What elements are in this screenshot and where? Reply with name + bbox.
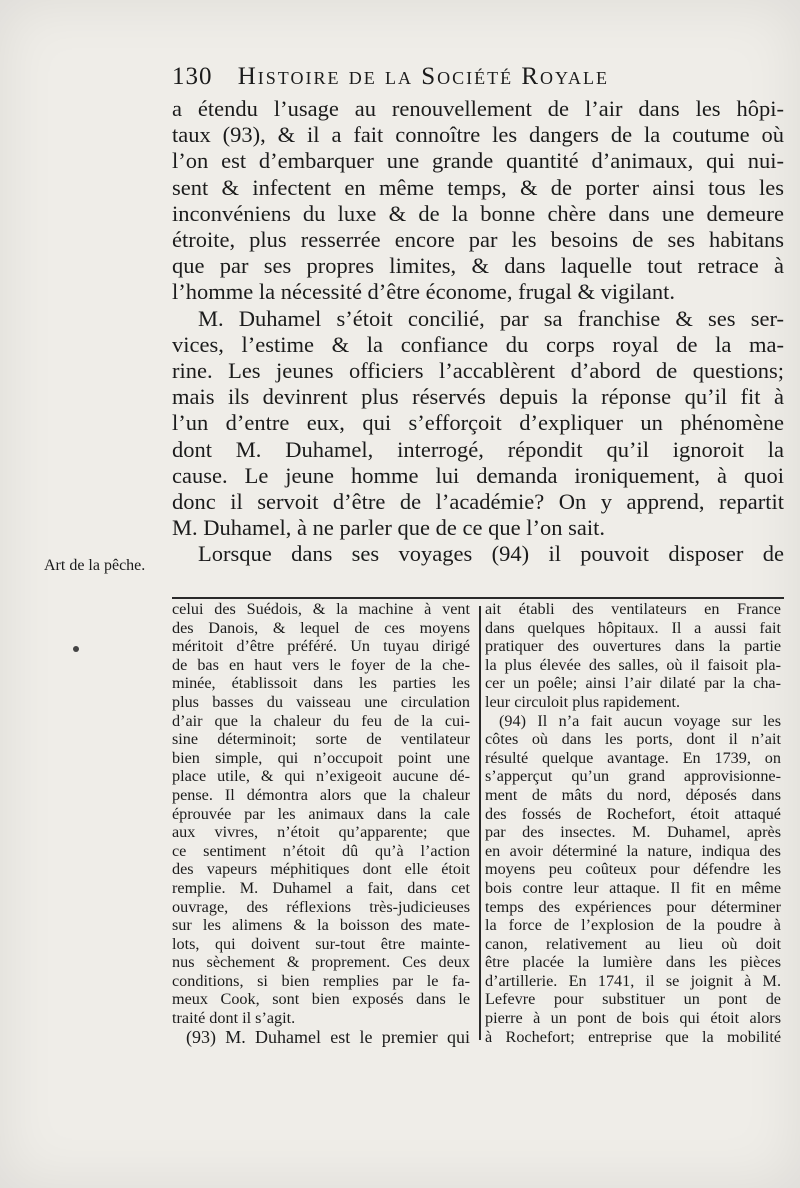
text-line: étroite, plus resserrée encore par les besoins de ses habitans xyxy=(172,227,784,253)
footnote-line: sine déterminoit; sorte de ventilateur xyxy=(172,730,470,749)
footnote-line: côtes où dans les ports, dont il n’ait xyxy=(485,730,781,749)
footnote-separator-rule xyxy=(172,597,784,599)
footnote-line: ait établi des ventilateurs en France xyxy=(485,600,781,618)
text-line: a étendu l’usage au renouvellement de l’air dans les hôpi- xyxy=(172,96,784,121)
footnote-line: résulté quelque avantage. En 1739, on xyxy=(485,748,781,767)
text-line: Lorsque dans ses voyages (94) il pouvoit disposer de xyxy=(198,541,784,567)
footnote-line: pratiquer des ouvertures dans la partie xyxy=(485,637,781,656)
footnotes-right-column xyxy=(485,600,781,1046)
footnote-line: minée, établissoit dans les parties les xyxy=(172,674,470,693)
margin-note: Art de la pêche. xyxy=(44,557,146,574)
footnote-line: des Danois, & lequel de ces moyens xyxy=(172,618,470,637)
footnote-line: la plus élevée des salles, où il faisoit pla- xyxy=(485,655,781,674)
footnote-line: méritoit d’être préféré. Un tuyau dirigé xyxy=(172,637,470,656)
running-header xyxy=(172,60,792,94)
footnote-line: aux vivres, n’étoit qu’apparente; que xyxy=(172,823,470,842)
footnotes-left-column xyxy=(172,600,470,1046)
text-line: inconvéniens du luxe & de la bonne chère dans une demeure xyxy=(172,200,784,226)
column-divider-rule xyxy=(479,606,481,1040)
footnote-line: bien simple, qui n’occupoit point une xyxy=(172,748,470,767)
footnote-line: par des insectes. M. Duhamel, après xyxy=(485,823,781,842)
ink-spot xyxy=(73,646,79,652)
text-line: rine. Les jeunes officiers l’accablèrent d’abord de questions; xyxy=(172,358,784,384)
text-line: mais ils devinrent plus réservés depuis la réponse qu’il fit à xyxy=(172,384,784,410)
footnote-line: bois contre leur attaque. Il fit en même xyxy=(485,878,781,897)
text-line: taux (93), & il a fait connoître les dangers de la coutume où xyxy=(172,122,784,148)
footnote-line: la force de l’explosion de la poudre à xyxy=(485,916,781,935)
page-title: Histoire de la Société Royale xyxy=(237,63,610,90)
text-line: cause. Le jeune homme lui demanda ironiquement, à quoi xyxy=(172,462,784,488)
text-line: que par ses propres limites, & dans laquelle tout retrace à xyxy=(172,253,784,279)
footnote-line: conditions, si bien remplies par le fa- xyxy=(172,971,470,990)
text-line: sent & infectent en même temps, & de porter ainsi tous les xyxy=(172,174,784,200)
page-number: 130 xyxy=(172,63,213,90)
footnote-line: pierre à un pont de bois qui étoit alors xyxy=(485,1009,781,1028)
footnote-line: traité dont il s’agit. xyxy=(172,1009,296,1028)
text-line: vices, l’estime & la confiance du corps royal de la ma- xyxy=(172,331,784,357)
footnote-line: cer un poêle; ainsi l’air dilaté par la cha- xyxy=(485,674,781,693)
footnote-line: remplie. M. Duhamel a fait, dans cet xyxy=(172,878,470,897)
text-line: l’on est d’embarquer une grande quantité d’animaux, qui nui- xyxy=(172,148,784,174)
footnote-line: (93) M. Duhamel est le premier qui xyxy=(186,1026,470,1047)
footnote-line: celui des Suédois, & la machine à vent xyxy=(172,600,470,618)
footnote-line: ouvrage, des réflexions très-judicieuses xyxy=(172,897,470,916)
footnote-line: (94) Il n’a fait aucun voyage sur les xyxy=(499,711,781,730)
footnote-line: dans quelques hôpitaux. Il a aussi fait xyxy=(485,618,781,637)
footnote-line: de bas en haut vers le foyer de la che- xyxy=(172,655,470,674)
footnote-line: Lefevre pour substituer un pont de xyxy=(485,990,781,1009)
text-line: l’homme la nécessité d’être économe, frugal & vigilant. xyxy=(172,279,675,305)
footnote-line: sur les alimens & la boisson des mate- xyxy=(172,916,470,935)
footnote-line: lots, qui doivent sur-tout être mainte- xyxy=(172,934,470,953)
footnote-line: en avoir déterminé la nature, indiqua des xyxy=(485,841,781,860)
footnote-line: ce sentiment n’étoit dû qu’à l’action xyxy=(172,841,470,860)
footnote-line: être placée la lumière dans les pièces xyxy=(485,953,781,972)
footnote-line: des vapeurs méphitiques dont elle étoit xyxy=(172,860,470,879)
text-line: l’un d’entre eux, qui s’efforçoit d’expliquer un phénomène xyxy=(172,410,784,436)
footnote-line: moyens peu coûteux pour défendre les xyxy=(485,860,781,879)
footnote-line: temps des expériences pour déterminer xyxy=(485,897,781,916)
footnote-line: place utile, & qui n’exigeoit aucune dé- xyxy=(172,767,470,786)
footnote-line: leur circuloit plus rapidement. xyxy=(485,692,681,711)
footnote-line: s’apperçut qu’un grand approvisionne- xyxy=(485,767,781,786)
main-text-block xyxy=(172,96,784,568)
footnote-line: d’artillerie. En 1741, il se joignit à M. xyxy=(485,971,781,990)
text-line: dont M. Duhamel, interrogé, répondit qu’il ignoroit la xyxy=(172,436,784,462)
footnote-line: d’air que la chaleur du feu de la cui- xyxy=(172,711,470,730)
footnote-line: éprouvée par les animaux dans la cale xyxy=(172,804,470,823)
footnote-line: pense. Il démontra alors que la chaleur xyxy=(172,785,470,804)
footnote-line: des fossés de Rochefort, étoit attaqué xyxy=(485,804,781,823)
text-line: M. Duhamel, à ne parler que de ce que l’on sait. xyxy=(172,515,605,541)
footnote-line: canon, relativement au lieu où doit xyxy=(485,934,781,953)
text-line: donc il servoit d’être de l’académie? On y apprend, repartit xyxy=(172,489,784,515)
footnote-line: meux Cook, sont bien exposés dans le xyxy=(172,990,470,1009)
footnote-line: plus basses du vaisseau une circulation xyxy=(172,692,470,711)
text-line: M. Duhamel s’étoit concilié, par sa franchise & ses ser- xyxy=(198,305,784,331)
footnote-line: à Rochefort; entreprise que la mobilité xyxy=(485,1027,781,1046)
footnote-line: nus sèchement & proprement. Ces deux xyxy=(172,953,470,972)
footnote-line: ment de mâts du nord, déposés dans xyxy=(485,785,781,804)
